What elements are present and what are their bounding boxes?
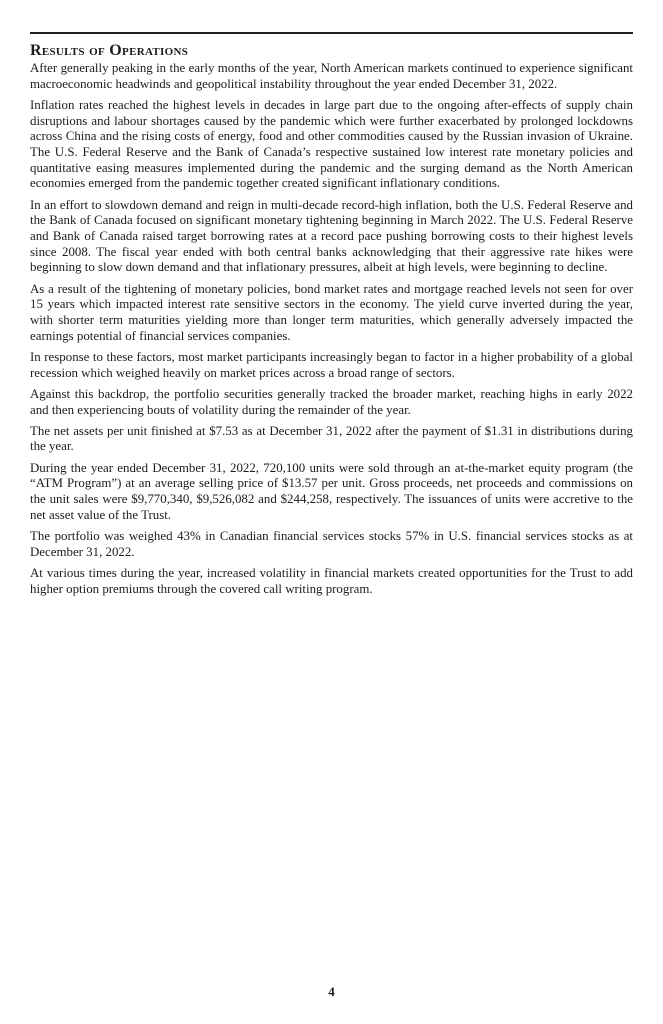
paragraph-portfolio-weighting: The portfolio was weighed 43% in Canadian financial services stocks 57% in U.S. financial services stocks as at December 31, 2022.	[30, 528, 633, 559]
section-title: Results of Operations	[30, 42, 189, 59]
paragraph-atm-program: During the year ended December 31, 2022, 720,100 units were sold through an at-the-market equity program (the “ATM Program”) at an average selling price of $13.57 per unit. Gross proceeds, net proceeds and commissions on the unit sales were $9,770,340, $9,526,082 and $244,258, respectively. The issuances of units were accretive to the net asset value of the Trust.	[30, 460, 633, 522]
paragraph-inflation: Inflation rates reached the highest levels in decades in large part due to the ongoing after-effects of supply chain disruptions and labour shortages caused by the pandemic which were further exacerbated by prolonged lockdowns across China and the rising costs of energy, food and other commodities caused by the Russian invasion of Ukraine. The U.S. Federal Reserve and the Bank of Canada’s respective sustained low interest rate monetary policies and quantitative easing measures implemented during the pandemic and the surging demand as the North American economies emerged from the pandemic together created significant inflationary conditions.	[30, 97, 633, 191]
paragraph-covered-calls: At various times during the year, increased volatility in financial markets created opportunities for the Trust to add higher option premiums through the covered call writing program.	[30, 565, 633, 596]
paragraph-market-overview: After generally peaking in the early months of the year, North American markets continued to experience significant macroeconomic headwinds and geopolitical instability throughout the year ended December 31, 2022.	[30, 61, 633, 91]
paragraph-recession-risk: In response to these factors, most market participants increasingly began to factor in a higher probability of a global recession which weighed heavily on market prices across a broad range of sectors.	[30, 349, 633, 380]
paragraph-net-assets: The net assets per unit finished at $7.53 as at December 31, 2022 after the payment of $1.31 in distributions during the year.	[30, 423, 633, 454]
page-number: 4	[328, 984, 335, 999]
paragraph-portfolio-performance: Against this backdrop, the portfolio securities generally tracked the broader market, reaching highs in early 2022 and then experiencing bouts of volatility during the remainder of the year.	[30, 386, 633, 417]
paragraph-bond-rates: As a result of the tightening of monetary policies, bond market rates and mortgage reached levels not seen for over 15 years which impacted interest rate sensitive sectors in the economy. The yield curve inverted during the year, with shorter term maturities yielding more than longer term maturities, which generally adversely impacted the earnings potential of financial services companies.	[30, 281, 633, 343]
document-body	[30, 42, 633, 603]
top-divider	[30, 32, 633, 34]
paragraph-monetary-tightening: In an effort to slowdown demand and reign in multi-decade record-high inflation, both the U.S. Federal Reserve and the Bank of Canada focused on significant monetary tightening beginning in March 2022. The U.S. Federal Reserve and Bank of Canada raised target borrowing rates at a record pace pushing borrowing costs to their highest levels since 2008. The fiscal year ended with both central banks acknowledging that their aggressive rate hikes were beginning to slow down demand and that inflationary pressures, albeit at high levels, were beginning to decline.	[30, 197, 633, 275]
